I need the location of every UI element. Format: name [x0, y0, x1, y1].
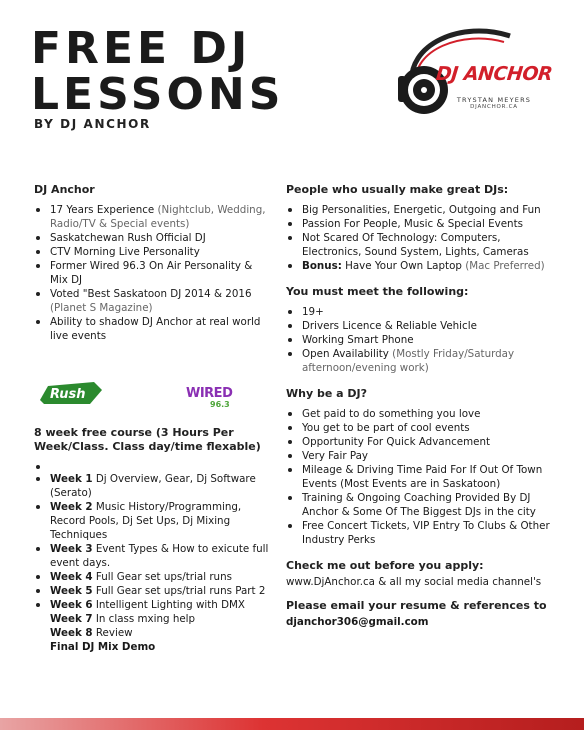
- list-item: Opportunity For Quick Advancement: [286, 435, 554, 449]
- list-item: Week 8 Review: [50, 627, 133, 639]
- list-item: Week 1 Dj Overview, Gear, Dj Software (Serato): [34, 472, 270, 500]
- list-item: Big Personalities, Energetic, Outgoing and Fun: [286, 203, 554, 217]
- why-heading: Why be a DJ?: [286, 387, 367, 400]
- page-title: [31, 23, 285, 120]
- requirements-heading: You must meet the following:: [286, 285, 469, 298]
- wired-logo-freq: 96.3: [210, 400, 230, 409]
- course-heading: 8 week free course (3 Hours Per Week/Class. Class day/time flexable): [34, 426, 261, 453]
- great-djs-heading: People who usually make great DJs:: [286, 183, 509, 196]
- list-item: Working Smart Phone: [286, 333, 554, 347]
- course-list: [34, 460, 270, 654]
- list-item: Former Wired 96.3 On Air Personality & Mix DJ: [34, 259, 266, 287]
- list-item: Training & Ongoing Coaching Provided By DJ Anchor & Some Of The Biggest DJs in the city: [286, 491, 554, 519]
- wired-logo: [186, 382, 246, 408]
- list-item: Drivers Licence & Reliable Vehicle: [286, 319, 554, 333]
- list-item: CTV Morning Live Personality: [34, 245, 266, 259]
- great-djs-list: [286, 203, 554, 273]
- why-list: [286, 407, 554, 547]
- list-item: Week 3 Event Types & How to exicute full event days.: [34, 542, 270, 570]
- list-item: Week 4 Full Gear set ups/trial runs: [34, 570, 270, 584]
- list-item: Week 7 In class mxing help: [50, 613, 196, 625]
- list-item: Week 2 Music History/Programming, Record Pools, Dj Set Ups, Dj Mixing Techniques: [34, 500, 270, 542]
- list-item: Very Fair Pay: [286, 449, 554, 463]
- website-link[interactable]: www.DjAnchor.ca & all my social media channel's: [286, 576, 542, 588]
- list-item: [34, 460, 270, 472]
- list-item: Ability to shadow DJ Anchor at real world live events: [34, 315, 266, 343]
- logo-subtitle: TRYSTAN MEYERS: [456, 96, 532, 104]
- list-item: Final DJ Mix Demo: [50, 641, 156, 653]
- list-item: Mileage & Driving Time Paid For If Out Of Town Events (Most Events are in Saskatoon): [286, 463, 554, 491]
- left-column: [34, 183, 266, 343]
- rush-logo-icon: [38, 380, 104, 406]
- list-item: Bonus: Have Your Own Laptop (Mac Preferred): [286, 259, 554, 273]
- byline: BY DJ ANCHOR: [34, 117, 151, 131]
- list-item: You get to be part of cool events: [286, 421, 554, 435]
- list-item: Not Scared Of Technology: Computers, Electronics, Sound System, Lights, Cameras: [286, 231, 554, 259]
- course-section: [34, 426, 270, 654]
- list-item: Passion For People, Music & Special Events: [286, 217, 554, 231]
- list-item: Free Concert Tickets, VIP Entry To Clubs & Other Industry Perks: [286, 519, 554, 547]
- list-item: Get paid to do something you love: [286, 407, 554, 421]
- email-heading: Please email your resume & references to: [286, 599, 547, 612]
- svg-text:Rush: Rush: [50, 387, 86, 402]
- check-heading: Check me out before you apply:: [286, 559, 484, 572]
- about-heading: DJ Anchor: [34, 183, 95, 196]
- list-item: Week 6 Intelligent Lighting with DMX: [34, 598, 270, 612]
- list-item: 19+: [286, 305, 554, 319]
- about-list: [34, 203, 266, 343]
- list-item: Open Availability (Mostly Friday/Saturday afternoon/evening work): [286, 347, 554, 375]
- list-item: Saskatchewan Rush Official DJ: [34, 231, 266, 245]
- email-link[interactable]: djanchor306@gmail.com: [286, 616, 429, 628]
- title-line-2: LESSONS: [31, 69, 285, 120]
- footer-gradient-bar: [0, 718, 584, 730]
- list-item: Week 5 Full Gear set ups/trial runs Part 2: [34, 584, 270, 598]
- list-item: 17 Years Experience (Nightclub, Wedding, Radio/TV & Special events): [34, 203, 266, 231]
- logo-url: DJANCHOR.CA: [470, 104, 518, 110]
- wired-logo-text: WIRED: [186, 386, 233, 401]
- title-line-1: FREE DJ: [31, 23, 252, 74]
- list-item: Voted "Best Saskatoon DJ 2014 & 2016 (Planet S Magazine): [34, 287, 266, 315]
- logo-name: DJ ANCHOR: [434, 63, 554, 85]
- requirements-list: [286, 305, 554, 375]
- right-column: [286, 183, 554, 629]
